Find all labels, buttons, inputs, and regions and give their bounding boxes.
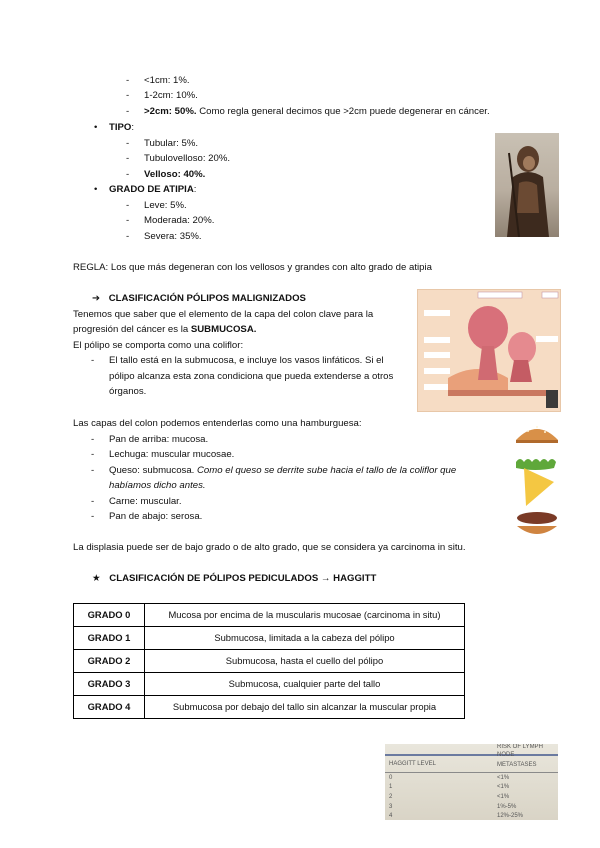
caveman-photo [495,133,559,237]
grade-cell: GRADO 1 [74,627,145,650]
photo-col2-l1: RISK OF LYMPH NODE [497,744,543,758]
burger-layers-icon [510,418,564,540]
tipo-item-1: - Tubular: 5%. [144,138,198,150]
table-row [74,627,465,650]
desc-cell: Mucosa por encima de la muscularis mucosae (carcinoma in situ) [145,604,465,627]
hamburguesa-intro: Las capas del colon podemos entenderlas como una hamburguesa: [73,418,362,429]
haggitt-table-photo: HAGGITT LEVEL RISK OF LYMPH NODE METASTASES 0 <1% 1 <1% 2 <1% 3 1%-5% 4 12%-25% [385,744,558,820]
displasia-text: La displasia puede ser de bajo grado o de alto grado, que se considera ya carcinoma in situ. [73,542,466,553]
malignizados-bullet: - El tallo está en la submucosa, e incluye los vasos linfáticos. Si el [109,355,384,367]
size-item-3: - >2cm: 50%. Como regla general decimos que >2cm puede degenerar en cáncer. [144,106,490,118]
malignizados-bullet-cont-1: pólipo alcanza esta zona condiciona que pueda extenderse a otros [109,371,394,382]
atipia-item-1: - Leve: 5%. [144,200,187,212]
table-row [74,604,465,627]
tipo-item-2: - Tubulovelloso: 20%. [144,153,230,165]
haggitt-table [73,603,465,719]
malignizados-line-1: Tenemos que saber que el elemento de la capa del colon clave para la [73,309,374,320]
hamburguesa-item-1: - Pan de arriba: mucosa. [109,434,208,446]
regla-text: REGLA: Los que más degeneran con los vellosos y grandes con alto grado de atipia [73,262,432,273]
malignizados-line-3: El pólipo se comporta como una coliflor: [73,340,244,351]
atipia-item-2: - Moderada: 20%. [144,215,214,227]
atipia-heading: • GRADO DE ATIPIA: [94,184,197,195]
star-icon: ★ [92,573,101,584]
colon-layers-diagram [417,289,561,412]
tipo-heading: • TIPO: [94,122,135,133]
desc-cell: Submucosa por debajo del tallo sin alcanzar la muscular propia [145,696,465,719]
grade-cell: GRADO 3 [74,673,145,696]
hamburguesa-item-2: - Lechuga: muscular mucosae. [109,449,234,461]
size-item-2: - 1-2cm: 10%. [144,90,198,102]
desc-cell: Submucosa, hasta el cuello del pólipo [145,650,465,673]
table-row [74,673,465,696]
malignizados-heading: ➔ CLASIFICACIÓN PÓLIPOS MALIGNIZADOS [92,293,306,304]
tipo-item-3: - Velloso: 40%. [144,169,205,181]
malignizados-line-2: progresión del cáncer es la SUBMUCOSA. [73,324,257,335]
malignizados-bullet-cont-2: órganos. [109,386,147,397]
hamburguesa-item-4: - Carne: muscular. [109,496,182,508]
pediculados-heading: ★ CLASIFICACIÓN DE PÓLIPOS PEDICULADOS → HAGGITT [92,573,377,584]
size-item-1: - <1cm: 1%. [144,75,190,87]
photo-col1: HAGGITT LEVEL [389,761,436,767]
grade-cell: GRADO 0 [74,604,145,627]
desc-cell: Submucosa, limitada a la cabeza del pólipo [145,627,465,650]
hamburguesa-item-5: - Pan de abajo: serosa. [109,511,202,523]
grade-cell: GRADO 2 [74,650,145,673]
hamburguesa-item-3-cont: habíamos dicho antes. [109,480,206,491]
table-row [74,696,465,719]
desc-cell: Submucosa, cualquier parte del tallo [145,673,465,696]
photo-col2-l2: METASTASES [497,762,537,768]
table-row [74,650,465,673]
hamburguesa-item-3: - Queso: submucosa. Como el queso se derrite sube hacia el tallo de la coliflor que [109,465,456,477]
arrow-right-icon: ➔ [92,293,101,304]
grade-cell: GRADO 4 [74,696,145,719]
atipia-item-3: - Severa: 35%. [144,231,202,243]
